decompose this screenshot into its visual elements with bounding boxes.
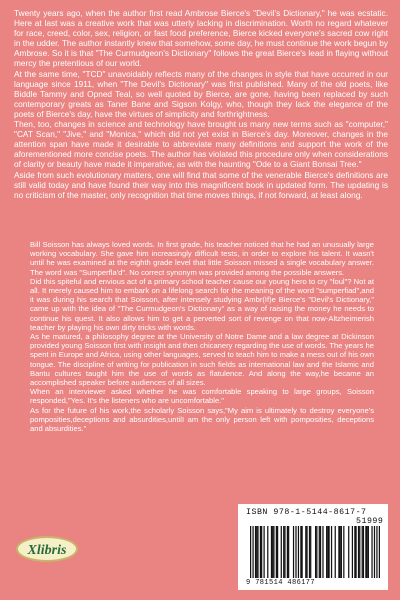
bio-paragraph: Bill Soisson has always loved words. In first grade, his teacher noticed that he had an unusually large working vocabulary. She gave him increasingly difficult tests, in order to explore his talent. It wasn't until he was examined at the eighth grade level that little Soisson missed a single vocabulary answer. The word was "Sumperfla'd". No correct synonym was provided among the possible answers. — [30, 240, 374, 277]
barcode-bar — [320, 526, 321, 578]
barcode-bar — [335, 526, 336, 578]
barcode-bar — [367, 526, 368, 578]
isbn-text: ISBN 978-1-5144-8617-7 — [246, 508, 367, 517]
barcode-bars — [250, 526, 380, 578]
bio-paragraph: As for the future of his work,the scholarly Soisson says,"My aim is ultimately to destroy everyone's pomposities,deceptions and absurdities,untilI am the only person left with pomposities, deceptions and absurdities." — [30, 405, 374, 434]
barcode-bar — [376, 526, 377, 578]
barcode-bar — [256, 526, 257, 578]
barcode-bar — [267, 526, 268, 578]
barcode-bar — [260, 526, 261, 578]
barcode-bar — [363, 526, 364, 578]
barcode-bar — [281, 526, 282, 578]
barcode-bar — [263, 526, 264, 578]
barcode-bar — [365, 526, 366, 578]
barcode-bar — [355, 526, 356, 578]
barcode-bar — [300, 526, 301, 578]
barcode-bar — [310, 526, 311, 578]
barcode-bar — [261, 526, 262, 578]
barcode-digits: 9 781514 486177 — [246, 579, 316, 587]
barcode-bar — [283, 526, 284, 578]
barcode-bar — [368, 526, 369, 578]
author-bio — [30, 240, 374, 433]
barcode-bar — [255, 526, 256, 578]
description-paragraph: Then, too, changes in science and technology have brought us many new terms such as "computer," "CAT Scan," "Jive," and "Monica," which did not yet exist in Bierce's day. Moreover, changes in the attention span have made it desirable to abbreviate many definitions and support the work of the aforementioned more concise poets. The author has violated this procedure only when considerations of clarity or beauty have made it imperative, as with the haunting "Ode to a Giant Bonsai Tree." — [14, 119, 388, 170]
barcode-bar — [306, 526, 307, 578]
description-paragraph: At the same time, "TCD" unavoidably reflects many of the changes in style that have occurred in our language since 1911, when "The Devil's Dictionary" was first published. Many of the old poets, like Biddle Tammy and Opned Teal, so well quoted by Bierce, are gone, having been replaced by such contemporary greats as Taner Bane and Sigson Kolgy, who, though they lack the elegance of the poets of Bierce's day, have the virtues of simplicity and forthrightness. — [14, 68, 388, 119]
barcode-bar — [277, 526, 278, 578]
barcode-bar — [326, 526, 327, 578]
barcode-bar — [359, 526, 360, 578]
description-paragraph: Twenty years ago, when the author first read Ambrose Bierce's "Devil's Dictionary," he was ecstatic. Here at last was a creative work that was utterly lacking in discrimination. Worth no regard whatever for race, creed, color, sex, religion, or fast food preference, Bierce kicked everyone's sacred cow right in the udder. The author instantly knew that somehow, some day, he must continue the work begun by Ambrose. So it is that "The Curmudgeon's Dictionary" follows the great Bierce's lead in flaying without mercy the pretentious of our world. — [14, 8, 388, 69]
description-paragraph: Aside from such evolutionary matters, one will find that some of the venerable Bierce's definitions are still valid today and have found their way into this magnificent book in updated form. The updating is no criticism of the master, only recognition that time moves things, if not forward, at least along. — [14, 169, 388, 200]
barcode-bar — [328, 526, 329, 578]
isbn-barcode — [238, 504, 388, 590]
barcode-bar — [295, 526, 296, 578]
barcode-bar — [298, 526, 299, 578]
barcode-bar — [309, 526, 310, 578]
barcode-bar — [271, 526, 272, 578]
barcode-bar — [341, 526, 342, 578]
barcode-bar — [273, 526, 274, 578]
price-code: 51999 — [356, 517, 384, 526]
barcode-bar — [272, 526, 273, 578]
barcode-bar — [305, 526, 306, 578]
barcode-bar — [319, 526, 320, 578]
publisher-logo — [16, 536, 78, 562]
bio-paragraph: As he matured, a philosophy degree at the University of Notre Dame and a law degree at Dickinson provided young Soisson first with insight and then chicanery regarding the use of words. The years he spent in Europe and Africa, using other languages, served to teach him to make a mess out of his own tongue. The discipline of writing for publication in such fields as international law and the Islamic and Bantu cultures taught him the use of words as flatulence. And along the way,he became an accomplished speaker before audiences of all sizes. — [30, 332, 374, 388]
barcode-bar — [362, 526, 363, 578]
bio-paragraph: Did this spiteful and envious act of a primary school teacher cause our young hero to cry "foul"? Not at all. It merely caused him to embark on a lifelong search for the meaning of the word "sumperfiad",and it was during his search that Soisson, after intensely studying Ambr(If)e Bierce's "Devil's Dictionary," came up with the idea of "The Curmudgeon's Dictionary" as a way of raising the money he needs to continue his quest. It also allows him to get a perverted sort of revenge on that now-Altzheimerish teacher by playing his own dirty tricks with words. — [30, 276, 374, 332]
barcode-bar — [284, 526, 285, 578]
barcode-bar — [338, 526, 339, 578]
barcode-bar — [293, 526, 294, 578]
barcode-bar — [257, 526, 258, 578]
barcode-bar — [331, 526, 332, 578]
barcode-bar — [352, 526, 353, 578]
barcode-bar — [302, 526, 303, 578]
barcode-bar — [252, 526, 253, 578]
barcode-bar — [354, 526, 355, 578]
barcode-bar — [358, 526, 359, 578]
book-description — [14, 8, 388, 200]
barcode-bar — [343, 526, 344, 578]
barcode-bar — [287, 526, 288, 578]
barcode-bar — [322, 526, 323, 578]
barcode-bar — [316, 526, 317, 578]
publisher-name: Xlibris — [27, 543, 67, 558]
barcode-bar — [250, 526, 251, 578]
publisher-logo-wordmark — [19, 539, 75, 559]
barcode-bar — [327, 526, 328, 578]
barcode-bar — [371, 526, 372, 578]
barcode-bar — [315, 526, 316, 578]
barcode-bar — [276, 526, 277, 578]
bio-paragraph: When an interviewer asked whether he was comfortable speaking to large groups, Soisson responded,"Yes. It's the listeners who are uncomfortable." — [30, 387, 374, 406]
barcode-bar — [374, 526, 375, 578]
barcode-bar — [340, 526, 341, 578]
barcode-bar — [288, 526, 289, 578]
barcode-bar — [348, 526, 349, 578]
barcode-bar — [379, 526, 380, 578]
